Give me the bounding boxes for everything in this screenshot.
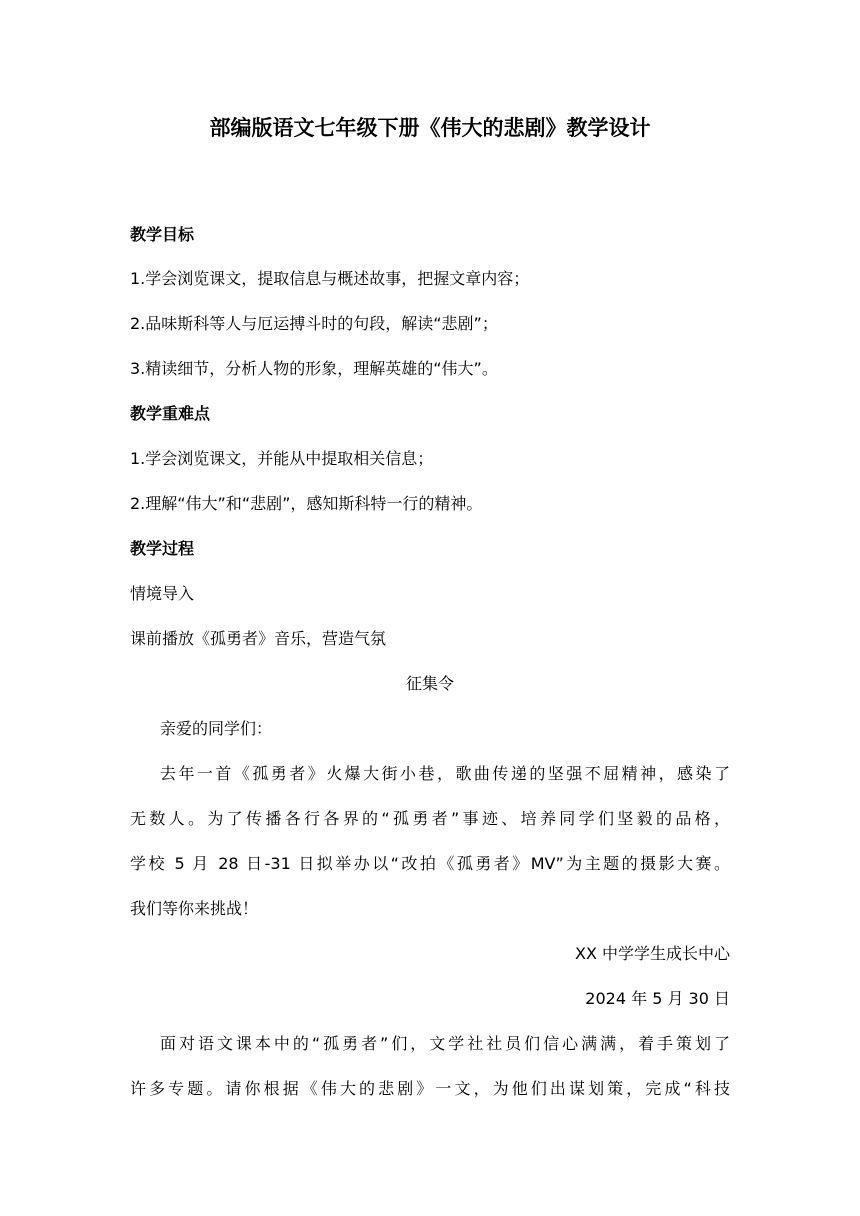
- key-points-heading: 教学重难点: [130, 404, 211, 423]
- key-point-item-2: 2.理解“伟大”和“悲剧”，感知斯科特一行的精神。: [130, 494, 483, 513]
- notice-signature: XX 中学学生成长中心: [574, 944, 730, 963]
- objective-item-2: 2.品味斯科等人与厄运搏斗时的句段，解读“悲剧”；: [130, 314, 498, 333]
- notice-line-1: 去年一首《孤勇者》火爆大街小巷，歌曲传递的坚强不屈精神，感染了: [160, 764, 730, 783]
- notice-date: 2024 年 5 月 30 日: [585, 989, 730, 1008]
- process-intro: 情境导入: [130, 584, 195, 603]
- objective-item-1: 1.学会浏览课文，提取信息与概述故事，把握文章内容；: [130, 269, 530, 288]
- notice-line-3: 学校 5 月 28 日-31 日拟举办以“改拍《孤勇者》MV”为主题的摄影大赛。: [130, 854, 730, 873]
- final-paragraph-line-2: 许多专题。请你根据《伟大的悲剧》一文，为他们出谋划策，完成“科技: [130, 1079, 730, 1098]
- notice-line-2: 无数人。为了传播各行各界的“孤勇者”事迹、培养同学们坚毅的品格，: [130, 809, 730, 828]
- key-point-item-1: 1.学会浏览课文，并能从中提取相关信息；: [130, 449, 434, 468]
- objectives-heading: 教学目标: [130, 225, 195, 244]
- process-heading: 教学过程: [130, 539, 195, 558]
- document-title: 部编版语文七年级下册《伟大的悲剧》教学设计: [209, 116, 651, 140]
- process-music-note: 课前播放《孤勇者》音乐，营造气氛: [130, 629, 387, 648]
- notice-title: 征集令: [405, 674, 454, 693]
- objective-item-3: 3.精读细节，分析人物的形象，理解英雄的“伟大”。: [130, 359, 498, 378]
- notice-line-4: 我们等你来挑战！: [130, 899, 259, 918]
- notice-greeting: 亲爱的同学们：: [160, 719, 273, 738]
- final-paragraph-line-1: 面对语文课本中的“孤勇者”们，文学社社员们信心满满，着手策划了: [160, 1034, 730, 1053]
